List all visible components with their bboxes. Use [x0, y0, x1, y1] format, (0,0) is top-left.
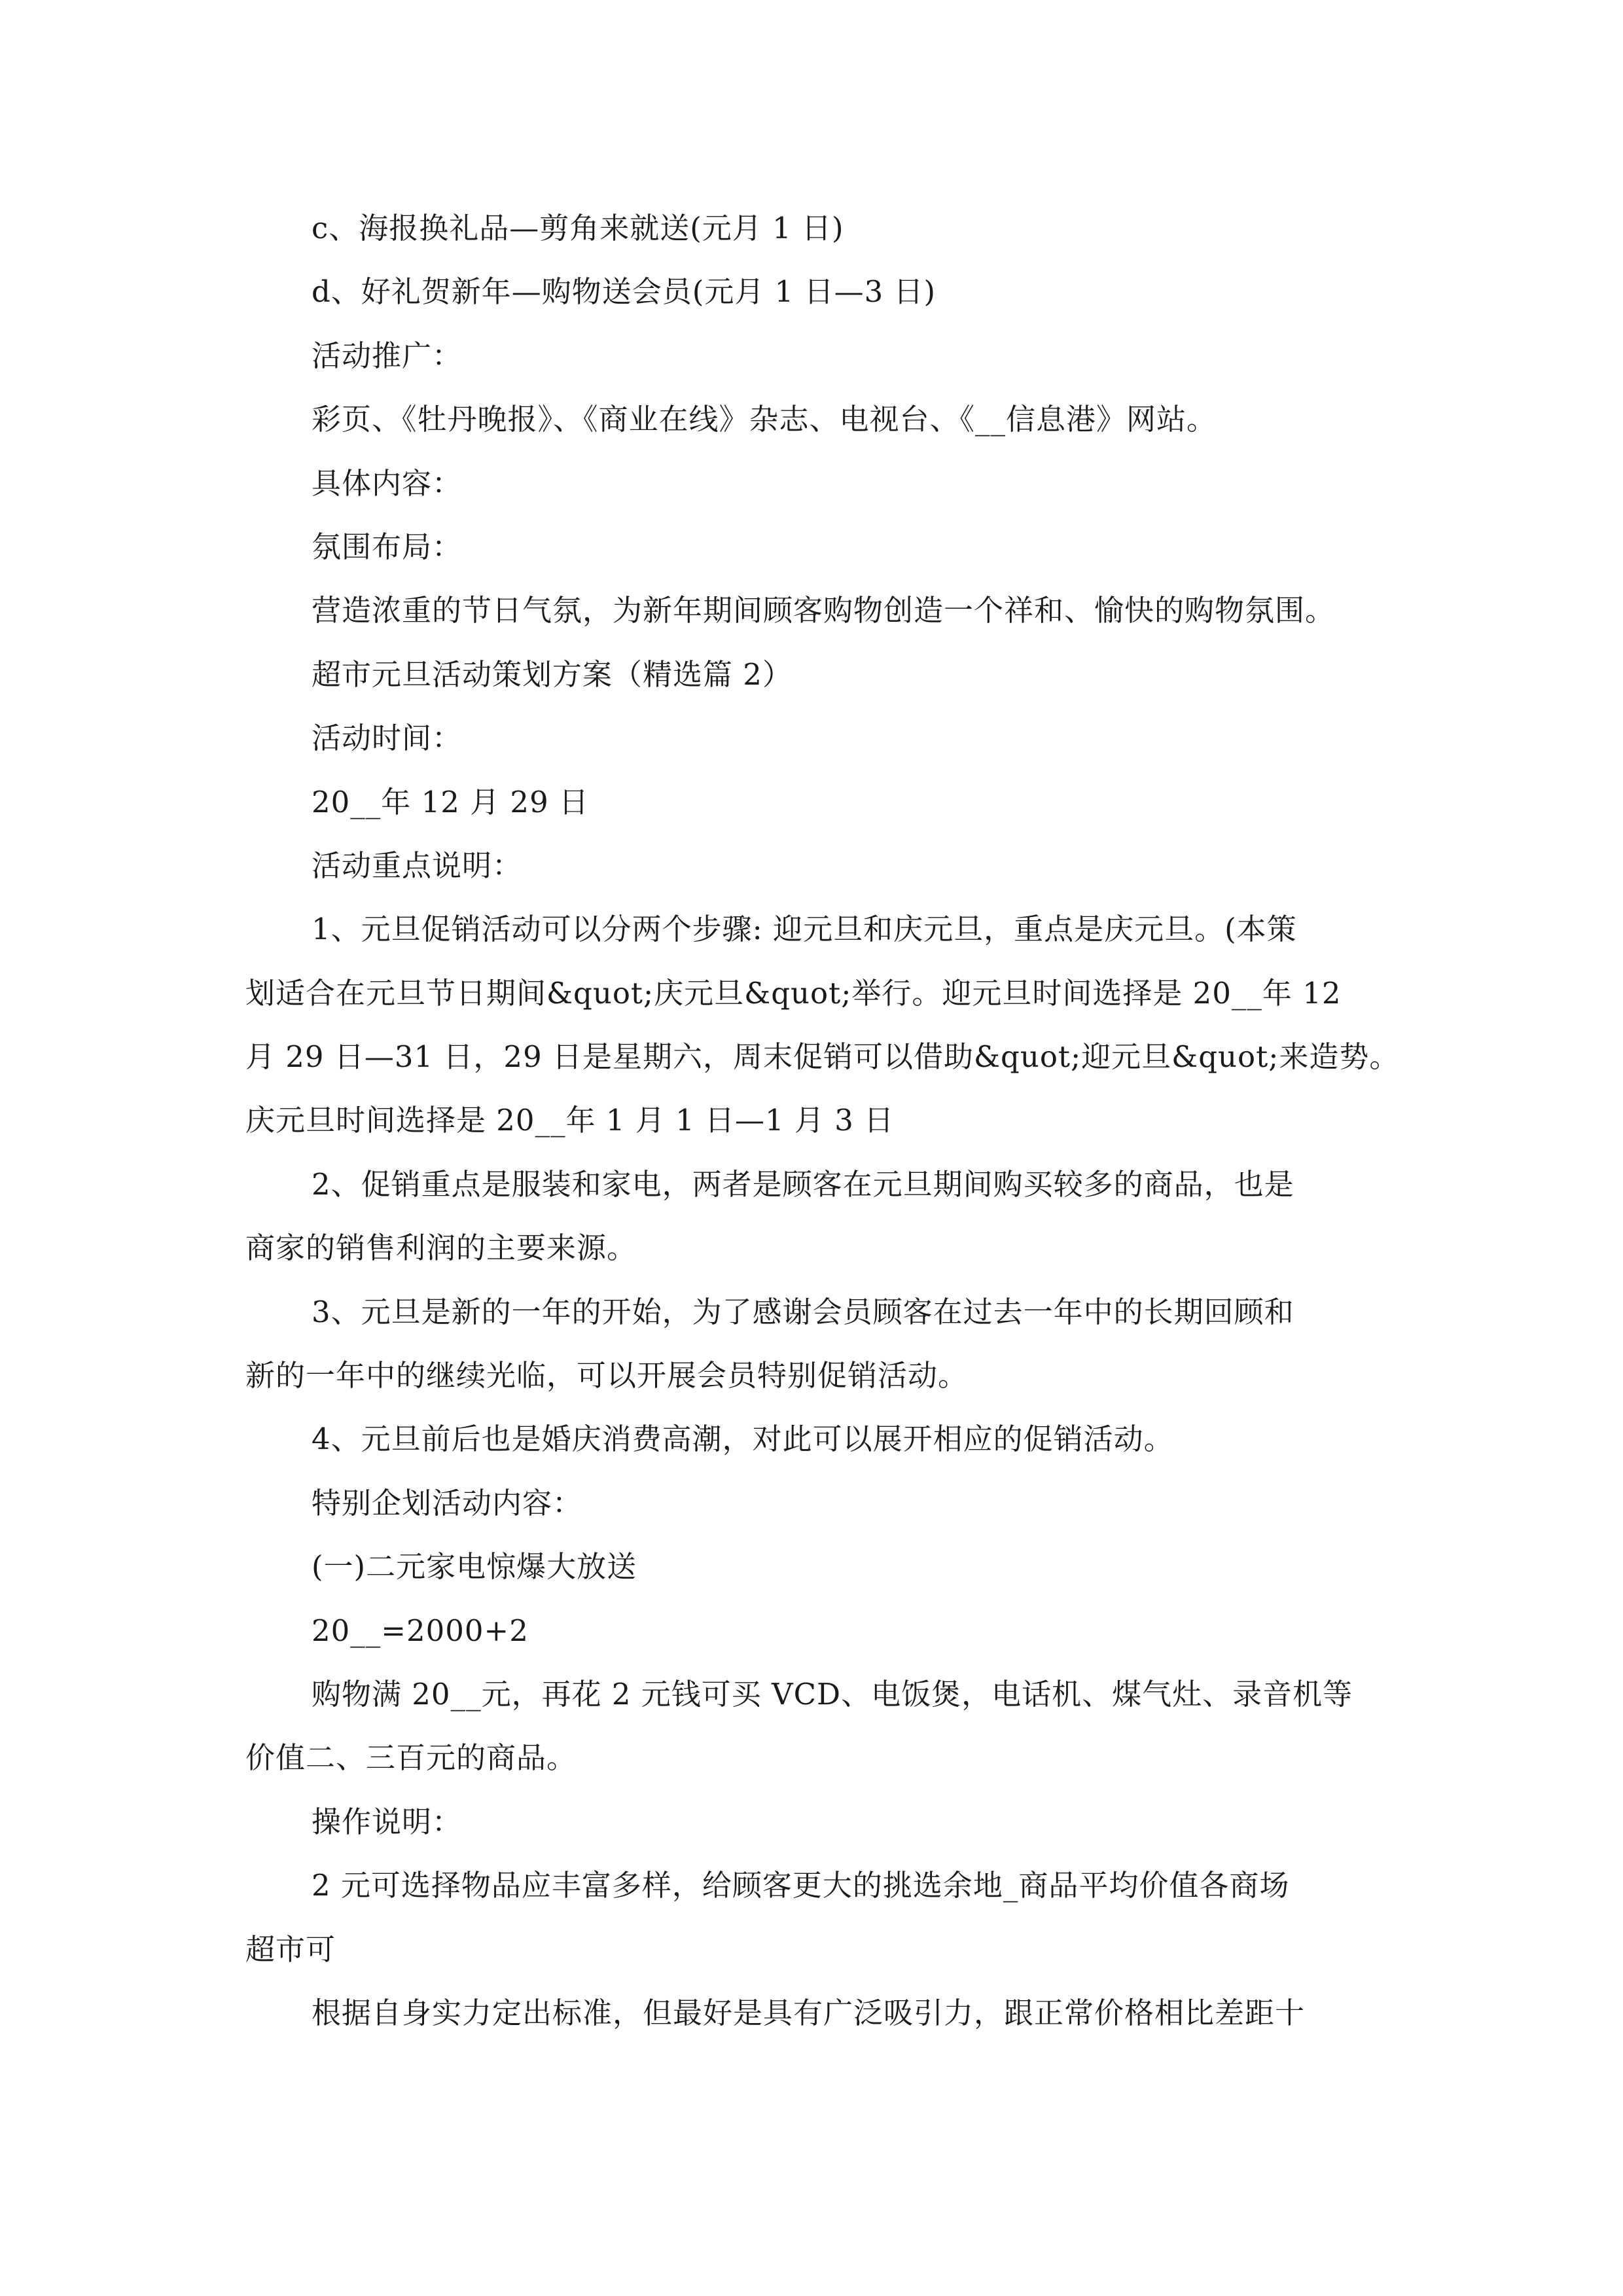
text-line: 20__年 12 月 29 日 — [312, 784, 589, 819]
text-line: 1、元旦促销活动可以分两个步骤: 迎元旦和庆元旦，重点是庆元旦。(本策 — [312, 912, 1297, 947]
text-line: (一)二元家电惊爆大放送 — [312, 1549, 637, 1585]
text-line: 活动时间： — [312, 721, 463, 756]
text-line: 4、元旦前后也是婚庆消费高潮，对此可以展开相应的促销活动。 — [312, 1422, 1174, 1457]
text-line: 2、促销重点是服装和家电，两者是顾客在元旦期间购买较多的商品，也是 — [312, 1166, 1294, 1202]
text-line: 活动重点说明： — [312, 848, 523, 883]
text-line: 庆元旦时间选择是 20__年 1 月 1 日—1 月 3 日 — [245, 1103, 895, 1138]
text-line: 操作说明： — [312, 1804, 463, 1839]
text-line: 购物满 20__元，再花 2 元钱可买 VCD、电饭煲，电话机、煤气灶、录音机等 — [312, 1676, 1353, 1712]
text-line: 氛围布局： — [312, 529, 463, 564]
text-line: c、海报换礼品—剪角来就送(元月 1 日) — [312, 211, 844, 245]
text-line: 具体内容： — [312, 465, 463, 501]
text-line: 2 元可选择物品应丰富多样，给顾客更大的挑选余地_商品平均价值各商场 — [312, 1868, 1290, 1903]
text-line: 超市元旦活动策划方案（精选篇 2） — [312, 656, 793, 692]
text-line: 20__=2000+2 — [312, 1613, 529, 1648]
text-line: 营造浓重的节日气氛，为新年期间顾客购物创造一个祥和、愉快的购物氛围。 — [312, 593, 1336, 628]
text-line: 超市可 — [245, 1931, 336, 1967]
text-line: 特别企划活动内容： — [312, 1485, 583, 1520]
text-line: 活动推广： — [312, 338, 463, 373]
text-line: 彩页、《牡丹晚报》、《商业在线》杂志、电视台、《__信息港》网站。 — [312, 402, 1217, 437]
text-line: 新的一年中的继续光临，可以开展会员特别促销活动。 — [245, 1358, 969, 1393]
text-line: 月 29 日—31 日，29 日是星期六，周末促销可以借助&quot;迎元旦&quot;来造势。 — [245, 1039, 1400, 1075]
text-line: 3、元旦是新的一年的开始，为了感谢会员顾客在过去一年中的长期回顾和 — [312, 1294, 1294, 1329]
document-body — [245, 196, 1400, 2045]
text-line: d、好礼贺新年—购物送会员(元月 1 日—3 日) — [312, 274, 936, 310]
text-line: 商家的销售利润的主要来源。 — [245, 1230, 637, 1266]
text-line: 根据自身实力定出标准，但最好是具有广泛吸引力，跟正常价格相比差距十 — [312, 1995, 1306, 2030]
text-line: 价值二、三百元的商品。 — [245, 1740, 577, 1776]
text-line: 划适合在元旦节日期间&quot;庆元旦&quot;举行。迎元旦时间选择是 20__年 12 — [245, 975, 1342, 1011]
